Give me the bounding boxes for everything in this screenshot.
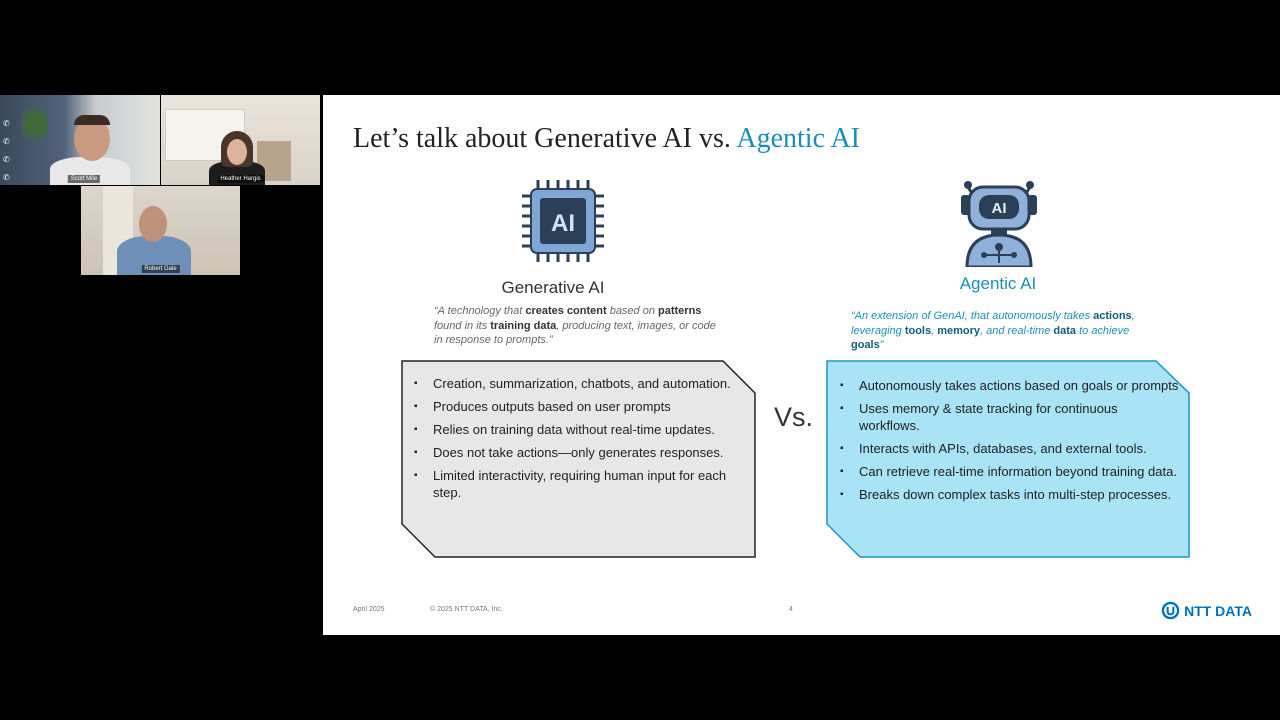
quote-text: , leveraging	[851, 310, 1135, 337]
ntt-data-logo	[1161, 601, 1252, 620]
bullet-item: ▪ Limited interactivity, requiring human input for each step.	[413, 467, 747, 501]
agentic-ai-box	[829, 367, 1189, 555]
participant-tile-1[interactable]	[0, 95, 160, 185]
chip-icon-text: AI	[551, 210, 575, 237]
phone-icon[interactable]: ✆	[3, 155, 10, 164]
quote-text: , producing text, images, or code in response to prompts.”	[434, 319, 716, 346]
shared-slide	[323, 95, 1280, 635]
bullet-item: ▪ Uses memory & state tracking for continuous workflows.	[839, 400, 1181, 434]
footer-date: April 2025	[353, 606, 385, 613]
participant-tile-2[interactable]	[161, 95, 320, 185]
quote-text: “A technology that	[434, 305, 526, 317]
ntt-logo-text: NTT DATA	[1184, 602, 1252, 619]
quote-emphasis: memory	[937, 324, 981, 337]
bullet-item: ▪ Produces outputs based on user prompts	[413, 398, 747, 415]
bullet-item: ▪ Breaks down complex tasks into multi-step processes.	[839, 486, 1181, 503]
quote-emphasis: creates content	[525, 305, 607, 317]
quote-emphasis: data	[1053, 324, 1077, 337]
participant-video	[139, 206, 167, 242]
footer-page-number: 4	[789, 606, 793, 613]
generative-ai-heading: Generative AI	[501, 278, 605, 297]
robot-icon-text: AI	[991, 200, 1007, 217]
generative-ai-box	[403, 365, 755, 555]
phone-icon[interactable]: ✆	[3, 173, 10, 182]
phone-icon[interactable]: ✆	[3, 137, 10, 146]
participant-tile-3[interactable]	[81, 186, 240, 275]
quote-text: “An extension of GenAI, that autonomously takes	[851, 310, 1094, 322]
quote-text: ,	[931, 324, 938, 337]
quote-text: based on	[606, 305, 659, 317]
participant-video	[227, 139, 247, 165]
quote-emphasis: training data	[490, 319, 557, 332]
quote-text: ”	[879, 339, 884, 351]
phone-icon[interactable]: ✆	[3, 119, 10, 128]
slide-title	[353, 123, 860, 155]
ai-robot-icon	[959, 179, 1039, 267]
quote-emphasis: goals	[851, 339, 880, 351]
agentic-ai-bullets	[839, 377, 1181, 503]
bullet-item: ▪ Can retrieve real-time information beyond training data.	[839, 463, 1181, 480]
footer-copyright: © 2025 NTT DATA, Inc.	[430, 606, 503, 613]
agentic-ai-heading: Agentic AI	[959, 274, 1037, 293]
quote-emphasis: actions	[1093, 310, 1132, 322]
generative-ai-definition	[434, 304, 724, 348]
title-accent: Agentic AI	[736, 123, 860, 154]
participant-name: Scott Mile	[68, 175, 100, 183]
quote-emphasis: tools	[904, 324, 932, 337]
bullet-item: ▪ Autonomously takes actions based on goals or prompts	[839, 377, 1181, 394]
side-toolbar	[3, 119, 10, 182]
quote-emphasis: patterns	[658, 305, 702, 317]
bullet-item: ▪ Does not take actions—only generates responses.	[413, 444, 747, 461]
ai-chip-icon	[520, 178, 606, 264]
generative-ai-bullets	[413, 375, 747, 501]
bullet-item: ▪ Creation, summarization, chatbots, and automation.	[413, 375, 747, 392]
agentic-ai-definition	[851, 309, 1141, 353]
participant-video	[74, 115, 110, 125]
bullet-item: ▪ Relies on training data without real-time updates.	[413, 421, 747, 438]
title-prefix: Let’s talk about Generative AI vs.	[353, 123, 731, 154]
participant-name: Heather Hargis	[217, 175, 263, 183]
plant-decoration	[22, 99, 48, 149]
participant-name: Robert Gale	[141, 265, 179, 273]
vs-label: Vs.	[774, 402, 814, 432]
bullet-item: ▪ Interacts with APIs, databases, and external tools.	[839, 440, 1181, 457]
quote-text: , and real-time	[980, 324, 1054, 337]
quote-text: found in its	[434, 319, 491, 332]
ntt-logo-icon	[1161, 601, 1180, 620]
quote-text: to achieve	[1076, 324, 1130, 337]
